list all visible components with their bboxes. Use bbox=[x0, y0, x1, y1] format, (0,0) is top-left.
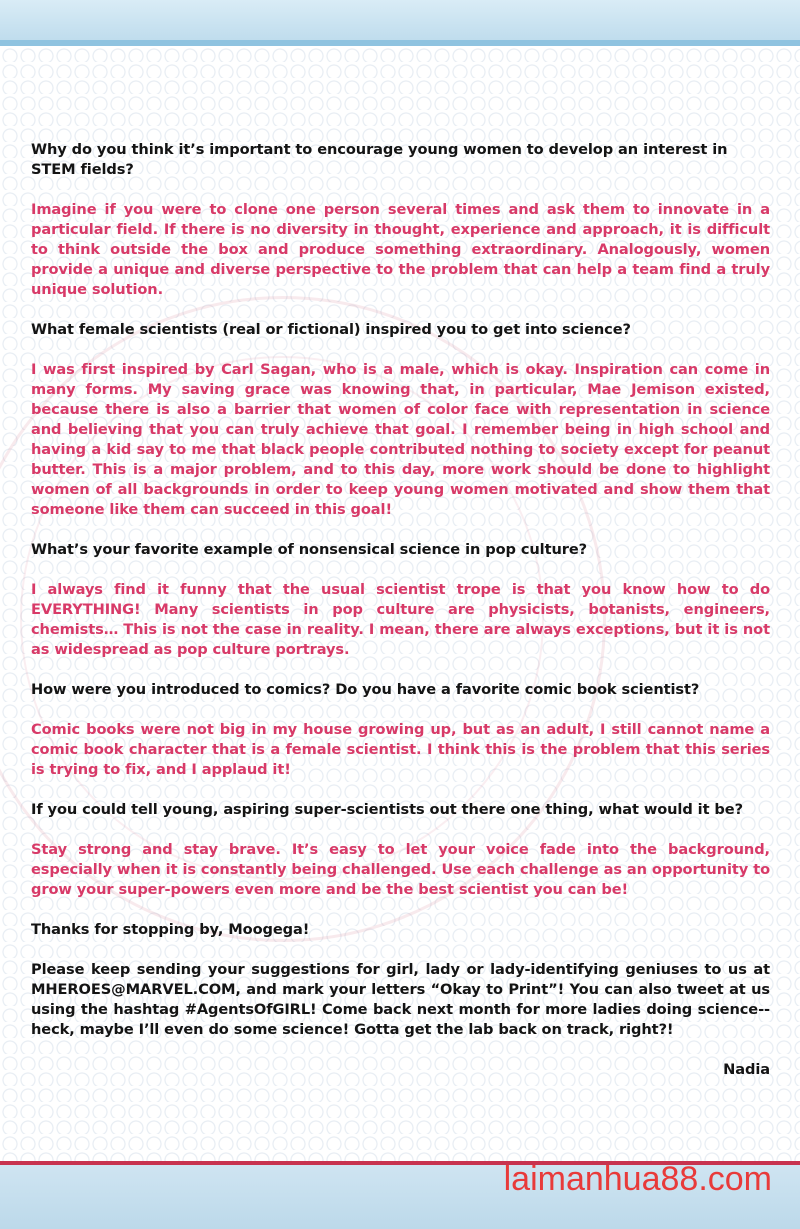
question-4: How were you introduced to comics? Do you have a favorite comic book scientist? bbox=[31, 681, 700, 698]
site-watermark: laimanhua88.com bbox=[503, 1160, 772, 1198]
answer-1: Imagine if you were to clone one person several times and ask them to innovate in a particular field. If there is no diversity in thought, experience and approach, it is difficult to think outside the box and produce something extraordinary. Analogously, women provide a unique and diverse perspective to the problem that can help a team find a truly unique solution. bbox=[31, 201, 770, 298]
question-2: What female scientists (real or fictional) inspired you to get into science? bbox=[31, 321, 631, 338]
question-3: What’s your favorite example of nonsensical science in pop culture? bbox=[31, 541, 588, 558]
letters-column bbox=[31, 140, 770, 1080]
answer-3: I always find it funny that the usual scientist trope is that you know how to do EVERYTHING! Many scientists in pop culture are physicists, botanists, engineers, chemists… This is not the case in reality. I mean, there are always exceptions, but it is not as widespread as pop culture portrays. bbox=[31, 581, 770, 658]
closing-thanks: Thanks for stopping by, Moogega! bbox=[31, 921, 310, 938]
question-5: If you could tell young, aspiring super-scientists out there one thing, what would it be? bbox=[31, 801, 743, 818]
answer-4: Comic books were not big in my house growing up, but as an adult, I still cannot name a comic book character that is a female scientist. I think this is the problem that this series is trying to fix, and I applaud it! bbox=[31, 721, 770, 778]
answer-2: I was first inspired by Carl Sagan, who is a male, which is okay. Inspiration can come in many forms. My saving grace was knowing that, in particular, Mae Jemison existed, because there is also a barrier that women of color face with representation in science and believing that you can truly achieve that goal. I remember being in high school and having a kid say to me that black people contributed nothing to society except for peanut butter. This is a major problem, and to this day, more work should be done to highlight women of all backgrounds in order to keep young women motivated and show them that someone like them can succeed in this goal! bbox=[31, 361, 770, 518]
signature: Nadia bbox=[723, 1061, 770, 1078]
question-1: Why do you think it’s important to encourage young women to develop an interest in STEM fields? bbox=[31, 141, 728, 178]
closing-message: Please keep sending your suggestions for girl, lady or lady-identifying geniuses to us at MHEROES@MARVEL.COM, and mark your letters “Okay to Print”! You can also tweet at us using the hashtag #AgentsOfGIRL! Come back next month for more ladies doing science--heck, maybe I’ll even do some science! Gotta get the lab back on track, right?! bbox=[31, 961, 770, 1038]
answer-5: Stay strong and stay brave. It’s easy to let your voice fade into the background, especially when it is constantly being challenged. Use each challenge as an opportunity to grow your super-powers even more and be the best scientist you can be! bbox=[31, 841, 770, 898]
